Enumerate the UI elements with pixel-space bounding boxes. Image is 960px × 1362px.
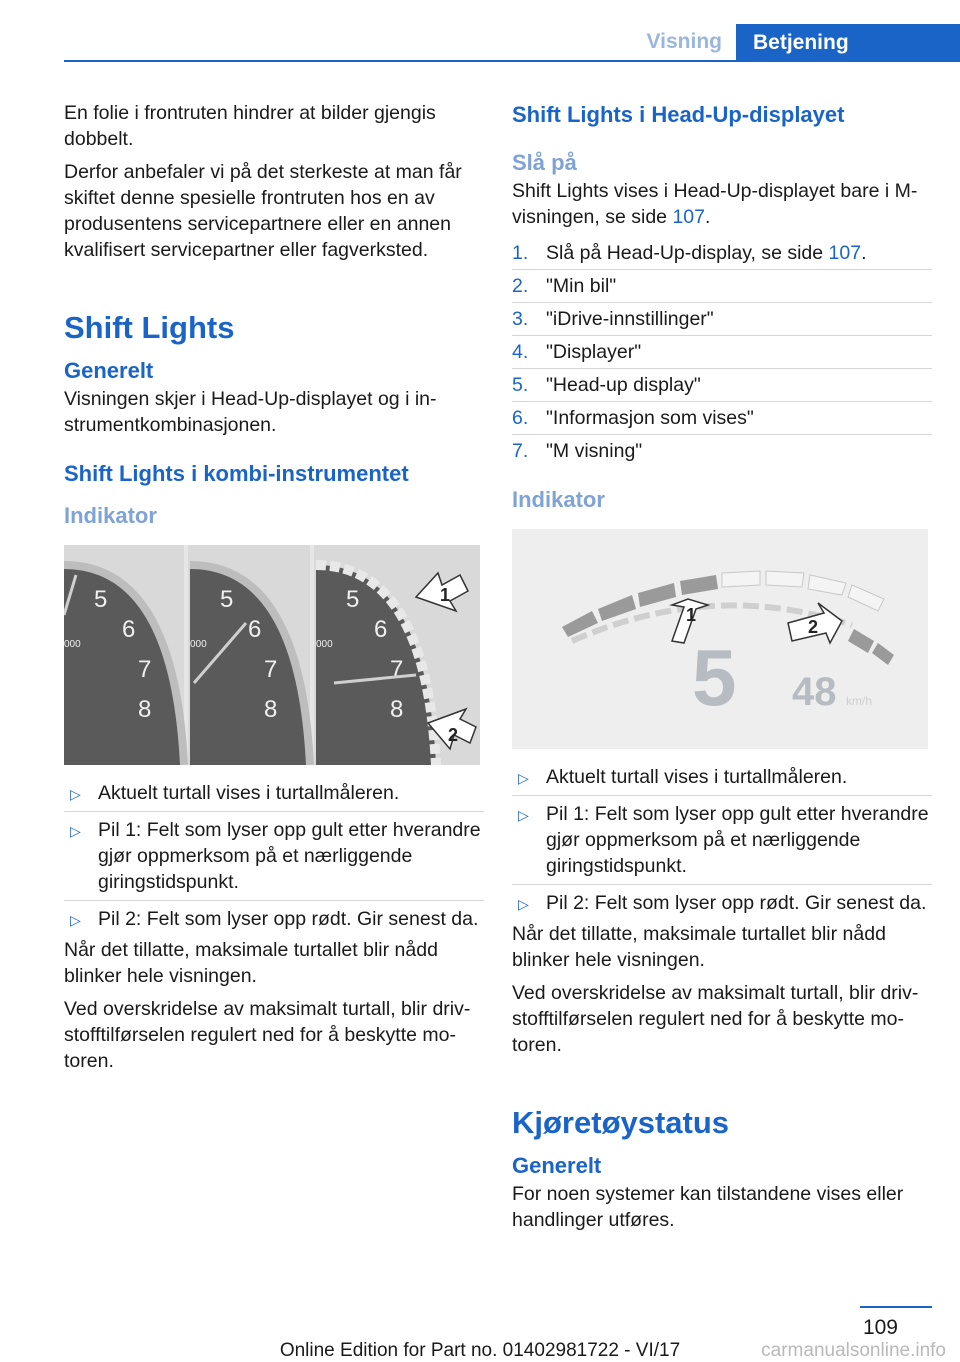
svg-text:1: 1 xyxy=(440,585,451,605)
paragraph: Ved overskridelse av maksimalt turtall, blir drivstofftilførselen regulert ned for å beskytte motoren. xyxy=(64,998,471,1072)
tab-betjening[interactable]: Betjening xyxy=(736,24,960,61)
heading-generelt: Generelt xyxy=(64,358,154,383)
hud-unit: km/h xyxy=(846,694,873,708)
section-title-shift-lights: Shift Lights xyxy=(64,310,235,345)
gauge-small-label: 000 xyxy=(64,639,81,650)
page-number: 109 xyxy=(862,1316,898,1339)
gauge-panel-1 xyxy=(64,545,184,765)
footer-rule xyxy=(860,1306,932,1308)
page-link[interactable]: 107 xyxy=(672,206,705,228)
gauge-panel-3 xyxy=(314,545,480,765)
gauge-number: 5 xyxy=(94,586,108,613)
heading-kombi-instrument: Shift Lights i kombi-instrumentet xyxy=(64,461,409,486)
heading-hud: Shift Lights i Head-Up-displayet xyxy=(512,102,845,127)
page-footer xyxy=(0,1300,960,1362)
list-item: 5. "Head-up display" xyxy=(512,369,932,402)
tab-visning[interactable]: Visning xyxy=(646,30,722,53)
gauge-number: 7 xyxy=(390,656,404,683)
heading-generelt: Generelt xyxy=(512,1153,602,1178)
triangle-bullet-icon: ▷ xyxy=(518,807,529,823)
triangle-bullet-icon: ▷ xyxy=(518,896,529,912)
gauge-small-label: 000 xyxy=(190,639,207,650)
list-item: 6. "Informasjon som vises" xyxy=(512,402,932,435)
gauge-number: 7 xyxy=(138,656,152,683)
left-column xyxy=(64,100,484,1081)
bullet-list xyxy=(512,759,932,921)
paragraph: Visningen skjer i Head-Up-displayet og i instrumentkombinasjonen. xyxy=(64,388,437,436)
list-item: ▷ Aktuelt turtall vises i turtallmåleren. xyxy=(64,775,484,812)
section-title-kjoretoystatus: Kjøretøystatus xyxy=(512,1105,730,1140)
list-item: 3. "iDrive-innstillinger" xyxy=(512,303,932,336)
triangle-bullet-icon: ▷ xyxy=(70,823,81,839)
paragraph: Når det tillatte, maksimale turtallet blir nådd blinker hele visningen. xyxy=(64,939,438,987)
gauge-number: 5 xyxy=(346,586,360,613)
svg-text:2: 2 xyxy=(808,617,819,637)
svg-text:2: 2 xyxy=(448,725,459,745)
edition-line: Online Edition for Part no. 01402981722 - VI/17 xyxy=(279,1340,681,1361)
heading-indikator: Indikator xyxy=(64,503,157,528)
list-item: ▷ Aktuelt turtall vises i turtallmåleren. xyxy=(512,759,932,796)
right-column xyxy=(512,100,932,1240)
paragraph: Derfor anbefaler vi på det sterkeste at man får skiftet denne spesielle frontruten hos en av produsentens servicepartnere eller en annen kvalifisert servicepartner eller fagverksted. xyxy=(64,161,462,261)
list-item: ▷ Pil 2: Felt som lyser opp rødt. Gir senest da. xyxy=(512,885,932,921)
page-header xyxy=(0,0,960,64)
list-item: 2. "Min bil" xyxy=(512,270,932,303)
steps-list xyxy=(512,237,932,467)
list-item: 4. "Displayer" xyxy=(512,336,932,369)
hud-gear: 5 xyxy=(692,633,737,722)
paragraph: Shift Lights vises i Head-Up-displayet bare i M-visningen, se side 107. xyxy=(512,180,918,228)
gauge-number: 6 xyxy=(248,616,262,643)
list-item: 7. "M visning" xyxy=(512,440,643,462)
tachometer-figure xyxy=(64,545,480,765)
page-link[interactable]: 107 xyxy=(828,242,862,264)
list-item: ▷ Pil 1: Felt som lyser opp gult etter hverandre gjør oppmerksom på et nærliggende giringstidspunkt. xyxy=(512,796,932,885)
hud-figure xyxy=(512,529,928,749)
triangle-bullet-icon: ▷ xyxy=(70,786,81,802)
paragraph: For noen systemer kan tilstandene vises eller handlinger utføres. xyxy=(512,1183,904,1231)
list-item: ▷ Pil 1: Felt som lyser opp gult etter hverandre gjør oppmerksom på et nærliggende giringstidspunkt. xyxy=(64,812,484,901)
gauge-number: 5 xyxy=(220,586,234,613)
gauge-number: 8 xyxy=(264,696,278,723)
hud-speed: 48 xyxy=(792,670,837,714)
gauge-number: 6 xyxy=(122,616,136,643)
header-rule xyxy=(64,60,960,62)
gauge-small-label: 000 xyxy=(316,639,333,650)
gauge-number: 7 xyxy=(264,656,278,683)
heading-sla-pa: Slå på xyxy=(512,150,577,175)
paragraph: En folie i frontruten hindrer at bilder gjengis dobbelt. xyxy=(64,102,436,150)
triangle-bullet-icon: ▷ xyxy=(518,770,529,786)
gauge-number: 8 xyxy=(390,696,404,723)
paragraph: Når det tillatte, maksimale turtallet blir nådd blinker hele visningen. xyxy=(512,923,886,971)
watermark: carmanualsonline.info xyxy=(761,1340,946,1361)
svg-text:1: 1 xyxy=(686,605,697,625)
triangle-bullet-icon: ▷ xyxy=(70,912,81,928)
gauge-number: 8 xyxy=(138,696,152,723)
bullet-list xyxy=(64,775,484,937)
gauge-panel-2 xyxy=(188,545,310,765)
paragraph: Ved overskridelse av maksimalt turtall, blir drivstofftilførselen regulert ned for å beskytte motoren. xyxy=(512,982,919,1056)
heading-indikator: Indikator xyxy=(512,487,605,512)
list-item: 1. Slå på Head-Up-display, se side 107. xyxy=(512,237,932,270)
list-item: ▷ Pil 2: Felt som lyser opp rødt. Gir senest da. xyxy=(64,901,484,937)
gauge-number: 6 xyxy=(374,616,388,643)
